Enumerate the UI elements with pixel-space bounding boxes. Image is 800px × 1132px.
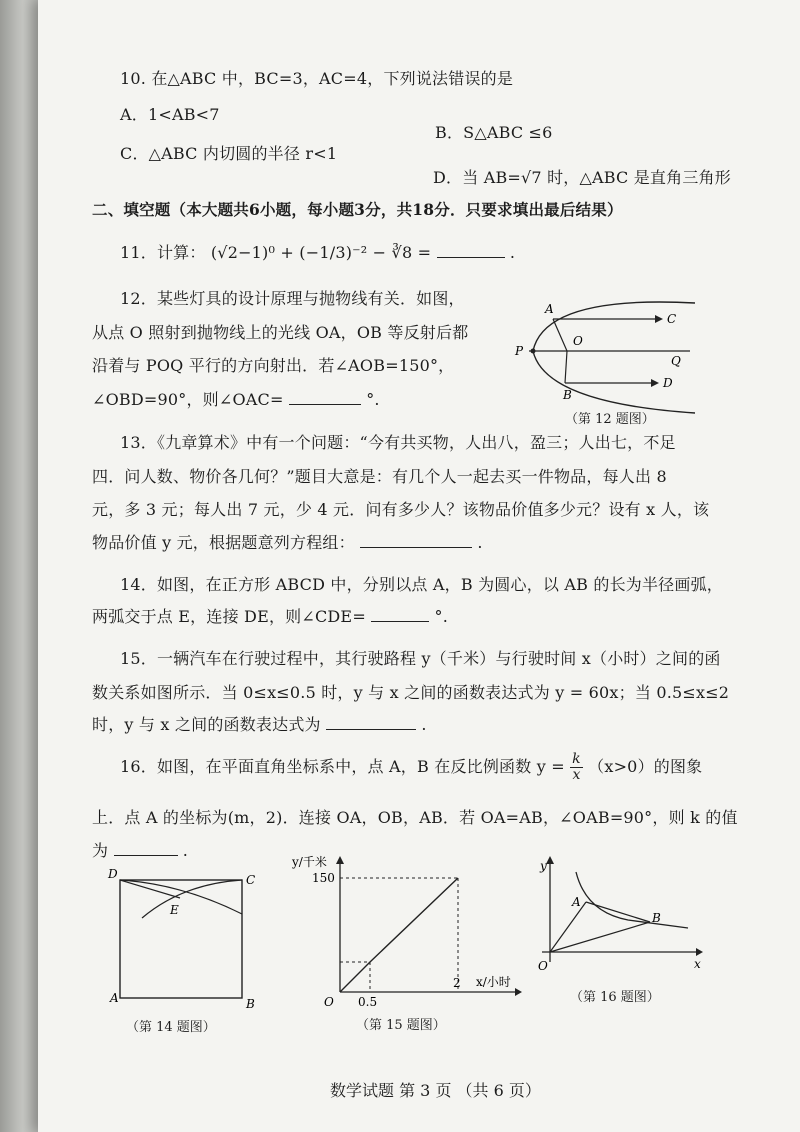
q13-line-1: 13．《九章算术》中有一个问题：“今有共买物，人出八，盈三；人出七，不足 [120,433,676,452]
y-axis-label: y/千米 [292,855,327,869]
label-d: D [108,867,118,881]
label-e: E [170,903,179,917]
q12-line-3: 沿着与 POQ 平行的方向射出．若∠AOB=150°， [92,356,455,375]
q15-line-3 [92,712,427,735]
q16-fraction [570,752,583,783]
label-a: A [545,302,554,316]
segment-de [120,880,180,898]
book-spine-shadow [0,0,38,1132]
label-c: C [246,873,256,887]
page-footer: 数学试题 第 3 页 （共 6 页） [330,1081,541,1100]
q15-line-2: 数关系如图所示．当 0≤x≤0.5 时，y 与 x 之间的函数表达式为 y = 60x；当 0.5≤x≤2 [92,683,730,702]
q16-line-2: 上．点 A 的坐标为(m，2)．连接 OA，OB，AB．若 OA=AB，∠OAB=90°，则 k 的值 [92,808,738,827]
q15-line-3-text: 时，y 与 x 之间的函数表达式为 [92,715,321,734]
q15-line-1: 15．一辆汽车在行驶过程中，其行驶路程 y（千米）与行驶时间 x（小时）之间的函 [120,649,721,668]
section-heading-fill-in: 二、填空题（本大题共6小题，每小题3分，共18分．只要求填出最后结果） [92,200,623,219]
origin-label: O [324,995,334,1009]
q14-answer-blank[interactable] [371,607,429,622]
q10-option-c: C．△ABC 内切圆的半径 r<1 [120,144,338,163]
q15-end: . [421,715,427,734]
x-axis-label: x [694,957,701,971]
q12-line-4 [92,387,380,410]
q16-caption: （第 16 题图） [570,990,660,1005]
q12-answer-blank[interactable] [289,390,361,405]
q16-fraction-numerator: k [572,751,581,767]
q15-caption: （第 15 题图） [356,1018,446,1033]
label-p: P [515,344,524,358]
origin-label: O [538,959,548,973]
q16-line-3 [92,838,188,861]
q16-line-1-text: 16．如图，在平面直角坐标系中，点 A，B 在反比例函数 y = [120,757,565,776]
label-b: B [652,911,661,925]
label-a: A [110,991,119,1005]
q16-answer-blank[interactable] [114,841,178,856]
label-c: C [667,312,677,326]
q12-line-1: 12．某些灯具的设计原理与抛物线有关．如图， [120,289,465,308]
q12-line-4-text: ∠OBD=90°，则∠OAC= [92,390,284,409]
q11-answer-blank[interactable] [437,243,505,258]
arc-from-b [142,880,242,918]
q10-option-a: A．1<AB<7 [120,105,220,124]
q14-line-2-end: °. [434,607,449,626]
y-axis-arrow [336,856,344,864]
q12-line-4-end: °. [366,390,380,409]
segment-ab [586,902,650,922]
q16-end: . [182,841,189,860]
point-p [531,349,536,354]
q16-line-3-text: 为 [92,841,109,860]
q14-figure [100,862,270,1012]
distance-time-line [340,878,458,992]
x-axis-arrow [696,948,703,956]
q14-line-2 [92,604,448,627]
label-a: A [572,895,581,909]
ray-oa [553,319,567,351]
label-b: B [246,997,255,1011]
ray-ob [565,351,567,383]
arrow-c [655,315,663,323]
q13-line-4 [92,530,483,553]
q14-caption: （第 14 题图） [126,1020,216,1035]
q12-caption: （第 12 题图） [565,412,655,427]
q16-fraction-denominator: x [572,767,581,783]
hyperbola-curve [576,872,688,928]
q11-prefix: 11．计算： [120,243,206,262]
q16-figure [528,852,708,982]
tick-05: 0.5 [358,995,378,1009]
q13-line-4-text: 物品价值 y 元，根据题意列方程组： [92,533,355,552]
q11-line [120,240,515,263]
x-axis-arrow [515,988,522,996]
q16-line-1-tail: （x>0）的图象 [588,757,703,776]
label-q: Q [671,354,681,368]
q13-line-3: 元，多 3 元；每人出 7 元，少 4 元．问有多少人？该物品价值多少元？设有 x 人，该 [92,500,710,519]
q14-line-2-text: 两弧交于点 E，连接 DE，则∠CDE= [92,607,366,626]
q11-expression: (√2−1)⁰ + (−1/3)⁻² − ∛8 = [210,243,432,262]
square-abcd [120,880,242,998]
label-b: B [563,388,572,402]
x-axis-label: x/小时 [476,975,511,989]
y-axis-arrow [546,856,554,864]
y-axis-label: y [540,859,547,873]
q13-answer-blank[interactable] [360,533,472,548]
q10-stem: 10. 在△ABC 中，BC=3，AC=4，下列说法错误的是 [120,69,514,88]
q10-option-d: D．当 AB=√7 时，△ABC 是直角三角形 [433,168,731,187]
q13-end: . [477,533,483,552]
q10-option-b: B．S△ABC ≤6 [435,123,553,142]
label-o: O [573,334,583,348]
q15-answer-blank[interactable] [326,715,416,730]
q11-end: . [509,243,516,262]
q12-line-2: 从点 O 照射到抛物线上的光线 OA，OB 等反射后都 [92,323,469,342]
q12-figure [505,295,705,415]
arrow-d [651,379,659,387]
label-d: D [663,376,673,390]
tick-2: 2 [453,976,461,990]
q14-line-1: 14．如图，在正方形 ABCD 中，分别以点 A，B 为圆心，以 AB 的长为半径画弧， [120,575,723,594]
q15-figure [292,852,530,1012]
segment-ob [550,922,650,952]
segment-oa [550,902,586,952]
q13-line-2: 四．问人数、物价各几何？”题目大意是：有几个人一起去买一件物品，每人出 8 [92,467,667,486]
tick-150: 150 [312,871,335,885]
q16-line-1 [120,752,702,783]
